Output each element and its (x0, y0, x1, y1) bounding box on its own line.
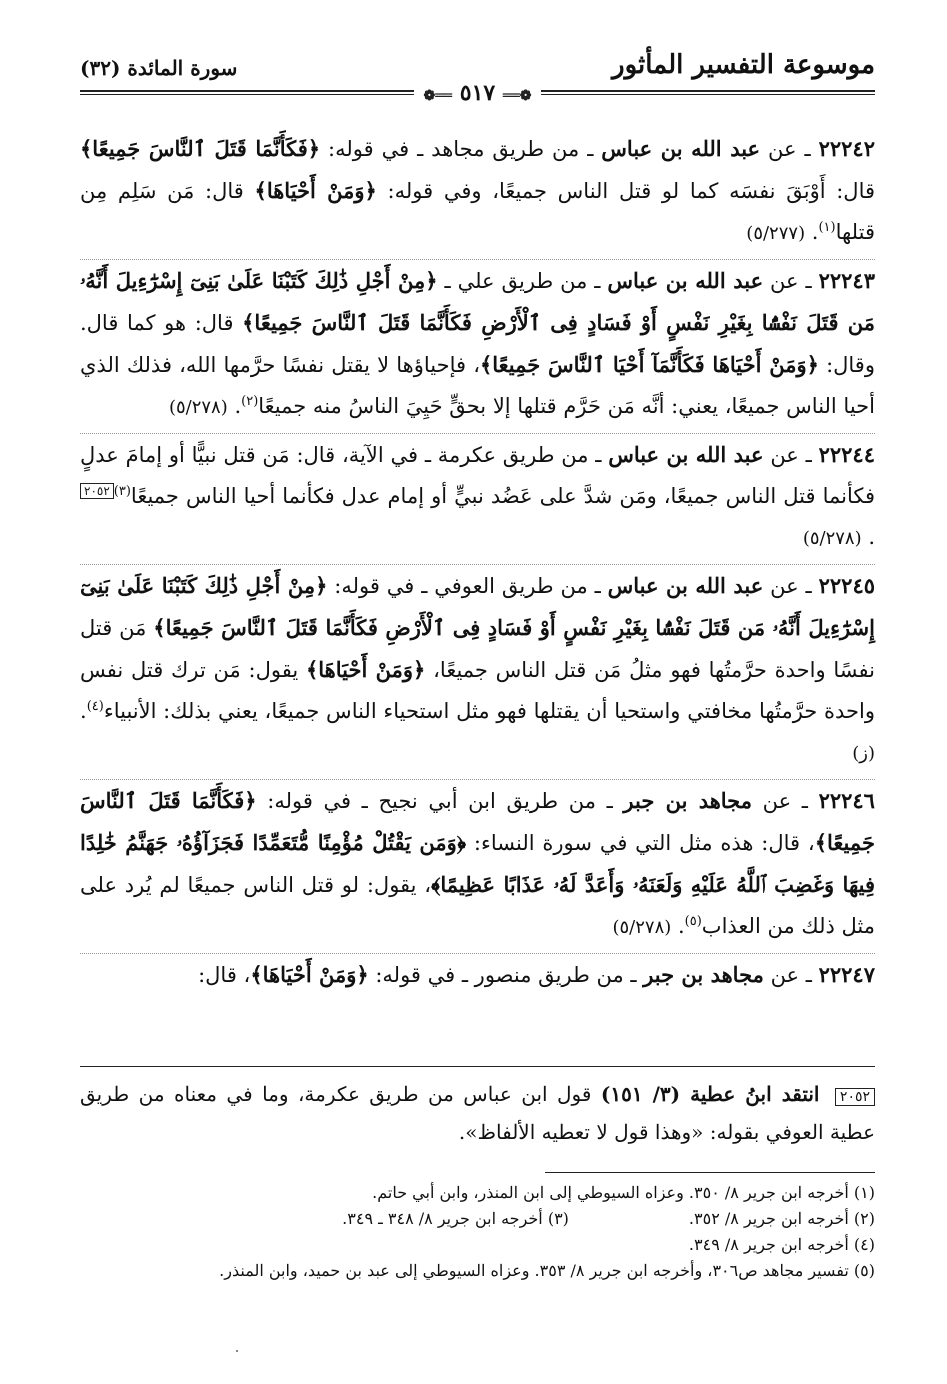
commentary-ref-box: ٢٠٥٢ (80, 483, 114, 499)
narration-text: ـ من طريق ابن أبي نجيح ـ في قوله: (256, 789, 624, 813)
footnote-5: (٥) تفسير مجاهد ص٣٠٦، وأخرجه ابن جرير ٨/ ٣٥٣. وعزاه السيوطي إلى عبد بن حميد، وابن المنذر. (219, 1261, 875, 1280)
narration-text: ، يقول: لو قتل الناس جميعًا لم يُرد على مثل ذلك من العذاب (80, 873, 875, 938)
narration-text: ـ عن (763, 574, 819, 598)
narration-text: ، فإحياؤها لا يقتل نفسًا حرَّمها الله، فذلك الذي أحيا الناس جميعًا، يعني: أنَّه مَن حَرَّم قتلها إلا بحقٍّ حَيِيَ الناسُ منه جميعًا (80, 353, 875, 418)
narration-text: ـ عن (763, 443, 819, 467)
volume-ref: (٥/٢٧٧) (746, 223, 806, 244)
narration-text: ـ عن (763, 269, 819, 293)
page-header (80, 50, 875, 112)
entry-number: ٢٢٢٤٣ (818, 268, 875, 293)
commentary-number: ٢٠٥٢ (835, 1088, 875, 1106)
narrator-name: مجاهد بن جبر (623, 788, 752, 813)
speck (236, 1350, 238, 1352)
narration-text: قال: هو كما قال. وقال: (80, 311, 875, 377)
narrator-name: عبد الله بن عباس (607, 573, 764, 598)
narration-entry (80, 780, 875, 954)
quran-verse: ﴿وَمَنْ أَحْيَاهَا﴾ (254, 178, 377, 203)
narration-text: يقول: مَن ترك قتل نفس واحدة حرَّمتُها مخافتي واستحيا أن يقتلها فهو مثل استحياء الناس جميعًا، يعني بذلك: الأنبياء (80, 658, 875, 723)
narration-text: ـ من طريق منصور ـ في قوله: (368, 963, 644, 987)
narration-text: ـ من طريق عكرمة ـ في الآية، قال: مَن قتل نبيًّا أو إمامَ عدلٍ فكأنما قتل الناس جميعًا، ومَن شدَّ على عَضُد نبيٍّ أو إمام عدل فكأنما أحيا الناس جميعًا (80, 443, 875, 508)
footnote-ref: (١) (818, 220, 836, 235)
narrator-name: مجاهد بن جبر (643, 962, 764, 987)
narration-text: ـ من طريق العوفي ـ في قوله: (327, 574, 608, 598)
commentary (80, 1075, 875, 1151)
ornament-icon: ❁══ (502, 88, 532, 104)
narration-text: ، قال: (198, 963, 251, 987)
narrations-body (80, 128, 875, 1001)
footnote-3: (٣) أخرجه ابن جرير ٨/ ٣٤٨ ـ ٣٤٩. (342, 1209, 569, 1228)
narrator-name: عبد الله بن عباس (608, 442, 764, 467)
narration-entry (80, 954, 875, 1001)
footnote-ref: (٢) (241, 394, 259, 409)
narration-entry (80, 434, 875, 565)
entry-number: ٢٢٢٤٤ (818, 442, 875, 467)
entry-number: ٢٢٢٤٥ (818, 573, 876, 598)
narration-text: ـ عن (760, 137, 819, 161)
quran-verse: ﴿وَمَن يَقْتُلْ مُؤْمِنًا مُّتَعَمِّدًا فَجَزَآؤُهُۥ جَهَنَّمُ خَٰلِدًا فِيهَا وَغَضِبَ ٱللَّهُ عَلَيْهِ وَلَعَنَهُۥ وَأَعَدَّ لَهُۥ عَذَابًا عَظِيمًا﴾ (80, 830, 875, 897)
commentary-critic: انتقد ابنُ عطية (٣/ ١٥١) (600, 1082, 820, 1106)
volume-ref: (٥/٢٧٨) (168, 397, 228, 418)
commentary-text: قول ابن عباس من طريق عكرمة، وما في معناه من طريق عطية العوفي بقوله: «وهذا قول لا تعطيه الألفاظ». (80, 1082, 875, 1144)
commentary-rule (80, 1066, 875, 1067)
book-title: موسوعة التفسير المأثور (612, 50, 875, 80)
quran-verse: ﴿وَمَنْ أَحْيَاهَا فَكَأَنَّمَآ أَحْيَا ٱلنَّاسَ جَمِيعًا﴾ (479, 352, 819, 377)
narration-text: . (861, 525, 875, 549)
narrator-name: عبد الله بن عباس (607, 268, 764, 293)
quran-verse: ﴿وَمَنْ أَحْيَاهَا﴾ (250, 962, 369, 987)
entry-number: ٢٢٢٤٢ (818, 136, 875, 161)
narration-text: ـ عن (763, 963, 819, 987)
volume-ref: (٥/٢٧٨) (802, 528, 862, 549)
quran-verse: ﴿وَمَنْ أَحْيَاهَا﴾ (305, 657, 426, 682)
entry-number: ٢٢٢٤٦ (818, 788, 875, 813)
page-number-block (414, 80, 542, 106)
narration-text: . (80, 699, 87, 723)
footnote-ref: (٤) (86, 699, 104, 714)
narration-text: . (227, 394, 242, 418)
narration-text: ـ من طريق علي ـ (437, 269, 608, 293)
footnotes (80, 1180, 875, 1284)
footnote-ref: (٥) (684, 914, 702, 929)
narration-text: . (805, 220, 819, 244)
footnote-row-2-3 (80, 1206, 875, 1232)
narration-text: قال: أَوْبَقَ نفسَه كما لو قتل الناس جميعًا، وفي قوله: (376, 179, 876, 203)
narration-entry (80, 128, 875, 260)
surah-reference: سورة المائدة (٣٢) (80, 56, 238, 80)
narration-text: ـ عن (752, 789, 819, 813)
volume-ref: (ز) (852, 743, 875, 764)
narration-entry (80, 565, 875, 780)
footnote-ref: (٣) (113, 484, 131, 499)
ornament-icon: ══❁ (423, 88, 453, 104)
page-number: ٥١٧ (459, 80, 496, 106)
quran-verse: ﴿فَكَأَنَّمَا قَتَلَ ٱلنَّاسَ جَمِيعًا﴾ (80, 136, 321, 161)
narration-text: ـ من طريق مجاهد ـ في قوله: (320, 137, 602, 161)
narrator-name: عبد الله بن عباس (601, 136, 761, 161)
entry-number: ٢٢٢٤٧ (818, 962, 875, 987)
narration-text: ، قال: هذه مثل التي في سورة النساء: (466, 831, 815, 855)
narration-text: قال: مَن سَلِم مِن قتلها (80, 179, 875, 244)
quran-verse: ﴿فَكَأَنَّمَا قَتَلَ ٱلنَّاسَ جَمِيعًا﴾ (80, 788, 875, 855)
narration-text: مَن قتل نفسًا واحدة حرَّمتُها فهو مثلُ مَن قتل الناس جميعًا، (80, 616, 875, 682)
footnote-1: (١) أخرجه ابن جرير ٨/ ٣٥٠. وعزاه السيوطي إلى ابن المنذر، وابن أبي حاتم. (372, 1183, 875, 1202)
quran-verse: ﴿مِنْ أَجْلِ ذَٰلِكَ كَتَبْنَا عَلَىٰ بَنِىٓ إِسْرَٰٓءِيلَ أَنَّهُۥ مَن قَتَلَ نَفْسًۢا بِغَيْرِ نَفْسٍ أَوْ فَسَادٍ فِى ٱلْأَرْضِ فَكَأَنَّمَا قَتَلَ ٱلنَّاسَ جَمِيعًا﴾ (80, 268, 875, 335)
narration-entry (80, 260, 875, 434)
footnote-rule (545, 1172, 875, 1173)
narration-text: . (671, 914, 685, 938)
footnote-4: (٤) أخرجه ابن جرير ٨/ ٣٤٩. (688, 1235, 875, 1254)
volume-ref: (٥/٢٧٨) (612, 917, 672, 938)
quran-verse: ﴿مِنْ أَجْلِ ذَٰلِكَ كَتَبْنَا عَلَىٰ بَنِىٓ إِسْرَٰٓءِيلَ أَنَّهُۥ مَن قَتَلَ نَفْسًۢا بِغَيْرِ نَفْسٍ أَوْ فَسَادٍ فِى ٱلْأَرْضِ فَكَأَنَّمَا قَتَلَ ٱلنَّاسَ جَمِيعًا﴾ (80, 573, 875, 640)
footnote-2: (٢) أخرجه ابن جرير ٨/ ٣٥٢. (688, 1209, 875, 1228)
